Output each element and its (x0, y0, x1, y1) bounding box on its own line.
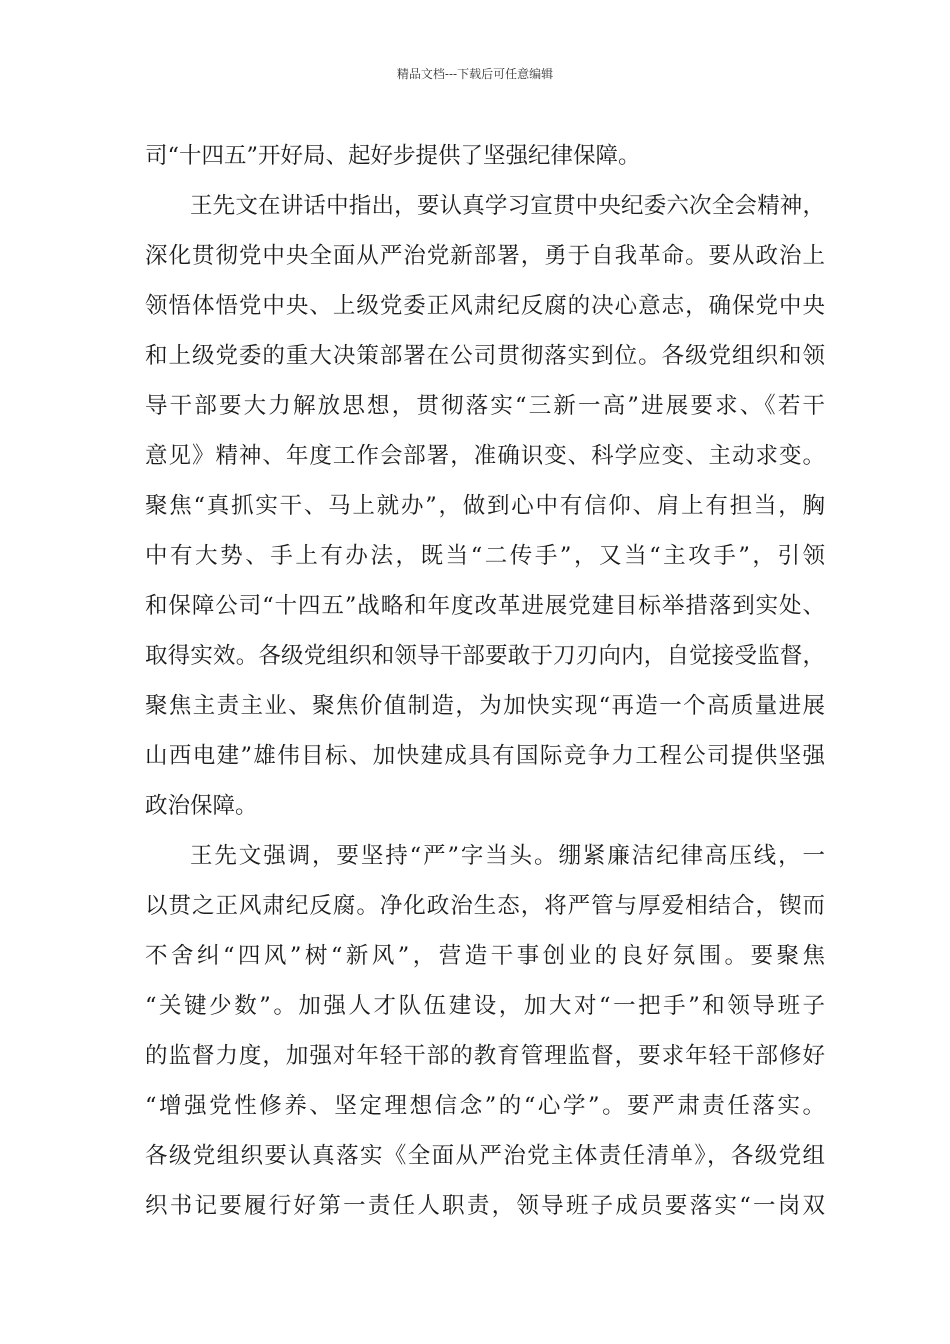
text-line: 和上级党委的重大决策部署在公司贯彻落实到位。各级党组织和领 (145, 343, 825, 369)
text-line: 聚焦主责主业、聚焦价值制造，为加快实现“再造一个高质量进展 (145, 693, 825, 719)
text-line: 领悟体悟党中央、上级党委正风肃纪反腐的决心意志，确保党中央 (145, 293, 825, 319)
text-line: 以贯之正风肃纪反腐。净化政治生态，将严管与厚爱相结合，锲而 (145, 893, 825, 919)
page-header: 精品文档---下载后可任意编辑 (396, 67, 554, 81)
text-line: 的监督力度，加强对年轻干部的教育管理监督，要求年轻干部修好 (145, 1043, 825, 1069)
text-line: 意见》精神、年度工作会部署，准确识变、科学应变、主动求变。 (145, 443, 825, 469)
text-line: 和保障公司“十四五”战略和年度改革进展党建目标举措落到实处、 (145, 593, 825, 619)
text-line: 政治保障。 (145, 793, 258, 819)
paragraph-start-line: 王先文强调，要坚持“严”字当头。绷紧廉洁纪律高压线，一 (190, 843, 825, 869)
text-line: 中有大势、手上有办法，既当“二传手”，又当“主攻手”，引领 (145, 543, 825, 569)
text-line: 聚焦“真抓实干、马上就办”，做到心中有信仰、肩上有担当，胸 (145, 493, 825, 519)
text-line: 导干部要大力解放思想，贯彻落实“三新一高”进展要求、《若干 (145, 393, 825, 419)
text-line: 取得实效。各级党组织和领导干部要敢于刀刃向内，自觉接受监督， (145, 643, 825, 669)
text-line: 不舍纠“四风”树“新风”，营造干事创业的良好氛围。要聚焦 (145, 943, 825, 969)
document-body (145, 131, 825, 1231)
text-line: “关键少数”。加强人才队伍建设，加大对“一把手”和领导班子 (145, 993, 825, 1019)
text-line: 各级党组织要认真落实《全面从严治党主体责任清单》，各级党组 (145, 1143, 825, 1169)
text-line: 深化贯彻党中央全面从严治党新部署，勇于自我革命。要从政治上 (145, 243, 825, 269)
text-line: 山西电建”雄伟目标、加快建成具有国际竞争力工程公司提供坚强 (145, 743, 825, 769)
text-line: 司“十四五”开好局、起好步提供了坚强纪律保障。 (145, 143, 641, 169)
text-line: “增强党性修养、坚定理想信念”的“心学”。要严肃责任落实。 (145, 1093, 825, 1119)
text-line: 织书记要履行好第一责任人职责，领导班子成员要落实“一岗双 (145, 1193, 825, 1219)
paragraph-start-line: 王先文在讲话中指出，要认真学习宣贯中央纪委六次全会精神， (190, 193, 825, 219)
